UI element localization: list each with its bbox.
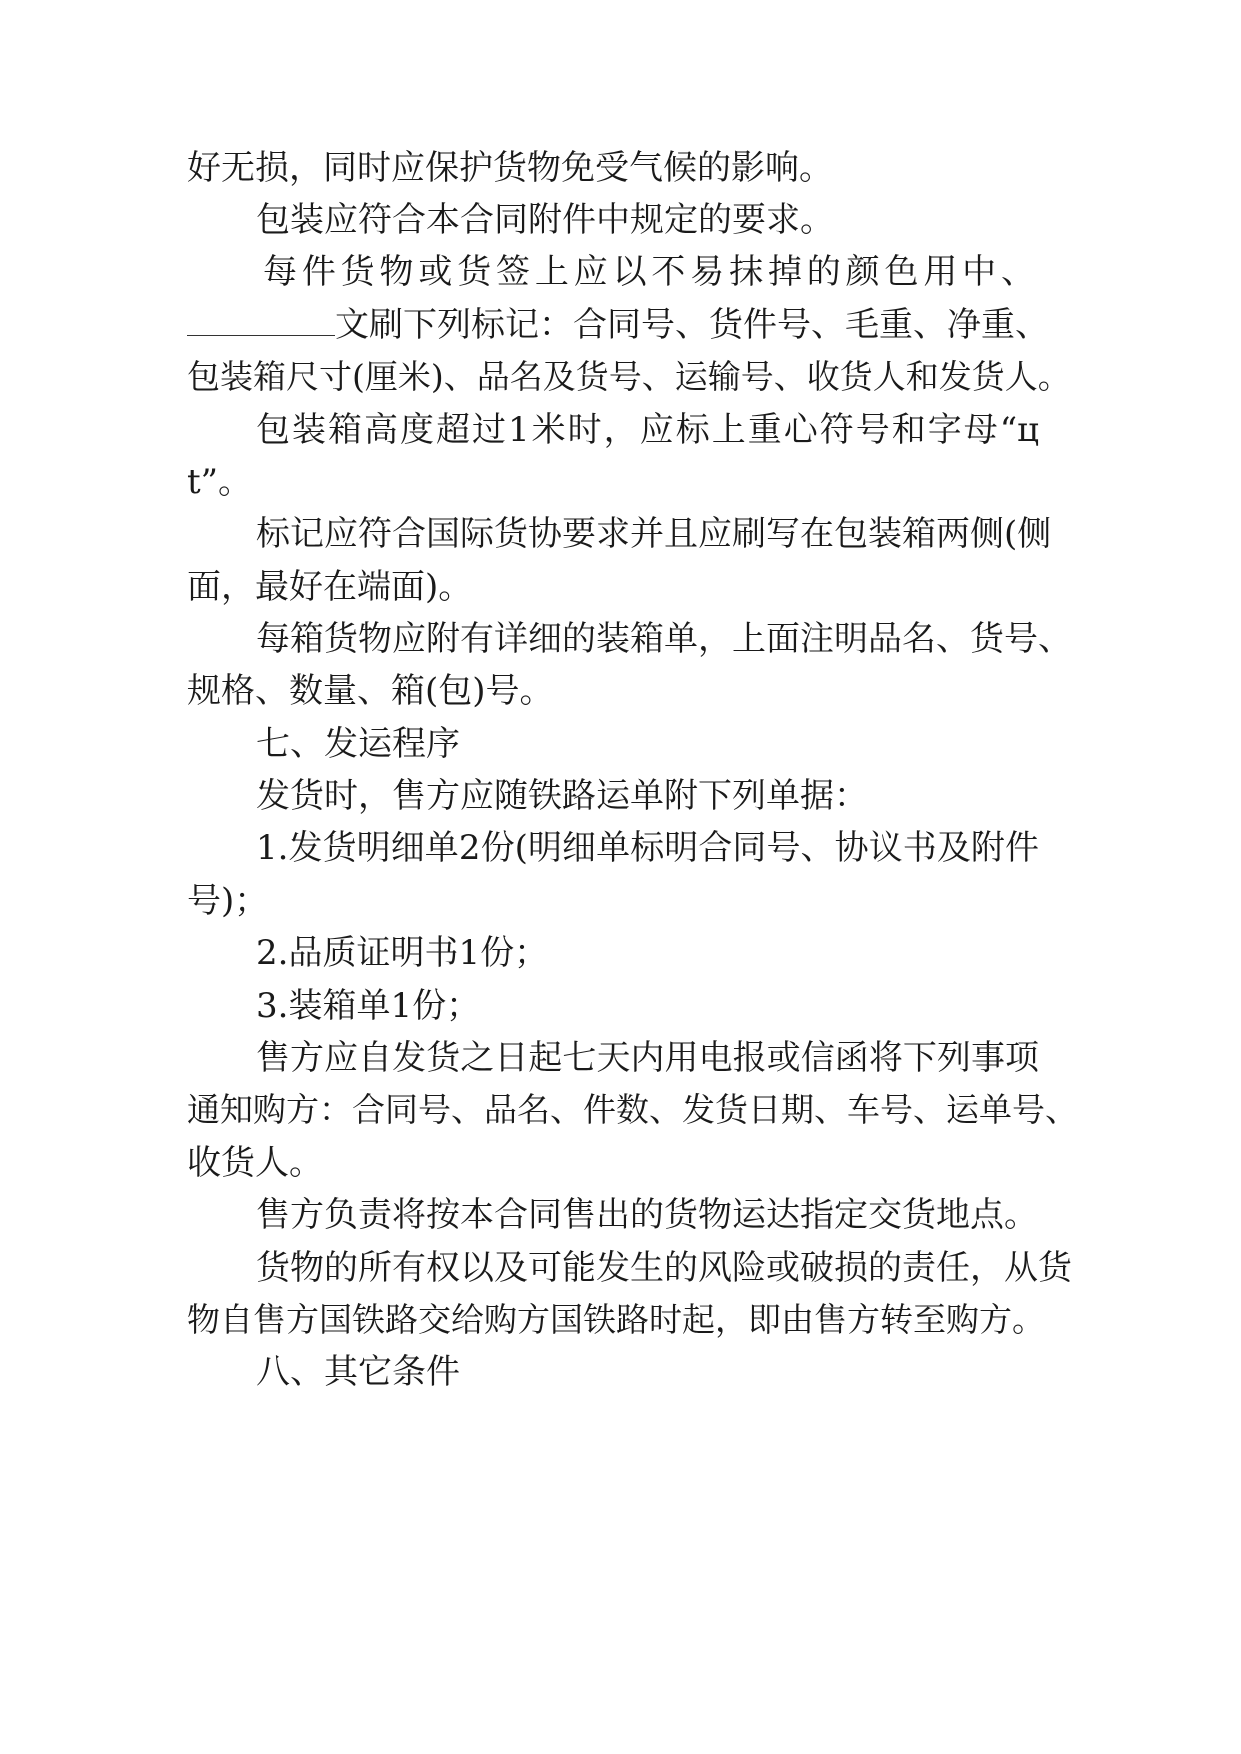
list-item-line: 2.品质证明书1份；	[256, 933, 549, 973]
paragraph-line-text: 文刷下列标记：合同号、货件号、毛重、净重、	[335, 305, 1049, 345]
paragraph-line: 标记应符合国际货协要求并且应刷写在包装箱两侧(侧	[256, 514, 1052, 554]
section-heading: 七、发运程序	[256, 724, 460, 764]
fill-in-blank	[187, 307, 335, 336]
paragraph-line: 物自售方国铁路交给购方国铁路时起，即由售方转至购方。	[187, 1300, 1045, 1339]
section-heading: 八、其它条件	[256, 1352, 460, 1392]
paragraph-line: 售方负责将按本合同售出的货物运达指定交货地点。	[256, 1195, 1038, 1235]
list-item-line: 1.发货明细单2份(明细单标明合同号、协议书及附件	[256, 828, 1039, 868]
paragraph-line: 收货人。	[187, 1143, 323, 1183]
paragraph-line-with-blank	[187, 303, 1049, 347]
paragraph-line: 包装应符合本合同附件中规定的要求。	[256, 200, 834, 240]
paragraph-line: 货物的所有权以及可能发生的风险或破损的责任，从货	[256, 1248, 1072, 1288]
paragraph-line: 包装箱尺寸(厘米)、品名及货号、运输号、收货人和发货人。	[187, 357, 1071, 396]
paragraph-line: t”。	[187, 462, 253, 502]
paragraph-line: 包装箱高度超过1米时，应标上重心符号和字母“ц	[256, 410, 1039, 450]
paragraph-line: 售方应自发货之日起七天内用电报或信函将下列事项	[256, 1038, 1039, 1078]
paragraph-line: 发货时，售方应随铁路运单附下列单据：	[256, 776, 868, 816]
list-item-line: 3.装箱单1份；	[256, 986, 481, 1026]
paragraph-line: 面，最好在端面)。	[187, 567, 473, 607]
paragraph-line: 好无损，同时应保护货物免受气候的影响。	[187, 148, 833, 188]
list-item-line: 号)；	[187, 881, 269, 921]
paragraph-line: 规格、数量、箱(包)号。	[187, 671, 554, 711]
paragraph-line: 通知购方：合同号、品名、件数、发货日期、车号、运单号、	[187, 1090, 1078, 1129]
paragraph-line: 每件货物或货签上应以不易抹掉的颜色用中、	[263, 252, 1035, 292]
paragraph-line: 每箱货物应附有详细的装箱单，上面注明品名、货号、	[256, 619, 1072, 659]
